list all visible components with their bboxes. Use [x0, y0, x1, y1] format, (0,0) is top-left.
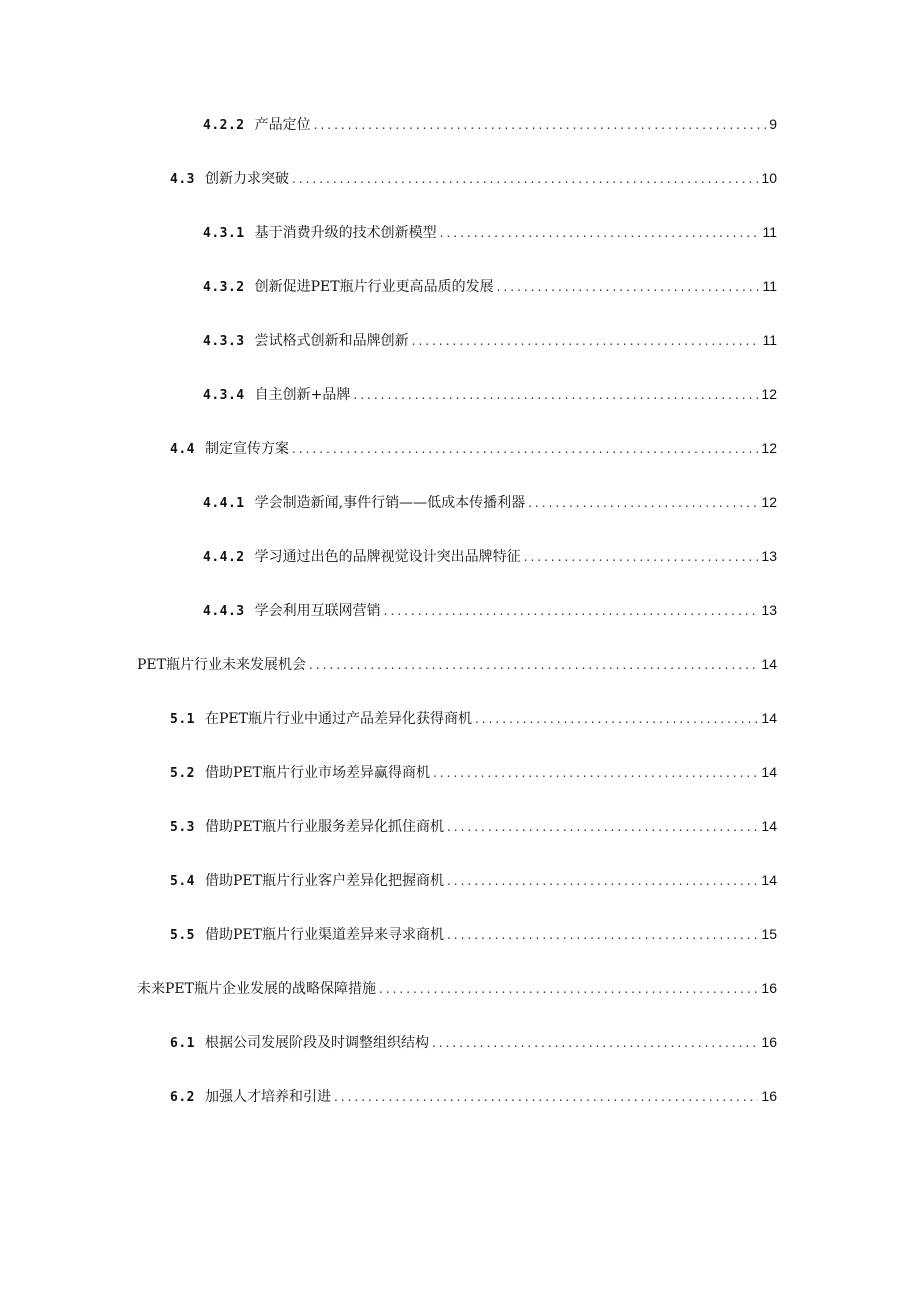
- toc-entry-5-5[interactable]: [170, 922, 777, 946]
- toc-entry-number: 5.5: [170, 928, 195, 943]
- toc-entry-4-2-2[interactable]: [203, 112, 777, 136]
- dot-leader: [524, 545, 759, 569]
- toc-entry-number: 4.3.4: [203, 388, 245, 403]
- dot-leader: [447, 869, 758, 893]
- toc-entry-number: 6.1: [170, 1036, 195, 1051]
- toc-entry-title: 制定宣传方案: [204, 441, 289, 457]
- dot-leader: [447, 815, 758, 839]
- toc-entry-title: 借助PET瓶片行业服务差异化抓住商机: [204, 819, 444, 835]
- toc-entry-number: 5.3: [170, 820, 195, 835]
- toc-entry-number: 6.2: [170, 1090, 195, 1105]
- toc-entry-number: 4.4.2: [203, 550, 245, 565]
- toc-entry-page: 14: [761, 764, 777, 780]
- toc-entry-number: 4.3: [170, 172, 195, 187]
- toc-entry-page: 11: [762, 278, 777, 294]
- toc-entry-title: 借助PET瓶片行业客户差异化把握商机: [204, 873, 444, 889]
- toc-entry-title: 未来PET瓶片企业发展的战略保障措施: [137, 981, 376, 997]
- toc-entry-title: 加强人才培养和引进: [204, 1089, 331, 1105]
- toc-entry-number: 4.3.1: [203, 226, 245, 241]
- toc-entry-title: 学习通过出色的品牌视觉设计突出品牌特征: [254, 549, 521, 565]
- toc-entry-chapter-5[interactable]: [137, 652, 777, 676]
- dot-leader: [353, 383, 758, 407]
- toc-entry-page: 12: [761, 494, 777, 510]
- toc-entry-number: 4.2.2: [203, 118, 245, 133]
- toc-entry-title: 在PET瓶片行业中通过产品差异化获得商机: [204, 711, 472, 727]
- toc-entry-number: 4.4.1: [203, 496, 245, 511]
- toc-entry-title: 根据公司发展阶段及时调整组织结构: [204, 1035, 429, 1051]
- dot-leader: [384, 599, 759, 623]
- toc-entry-page: 13: [761, 602, 777, 618]
- toc-entry-page: 14: [761, 710, 777, 726]
- toc-entry-5-1[interactable]: [170, 706, 777, 730]
- toc-entry-page: 9: [769, 116, 777, 132]
- dot-leader: [309, 653, 758, 677]
- toc-entry-number: 5.2: [170, 766, 195, 781]
- dot-leader: [440, 221, 760, 245]
- toc-entry-5-3[interactable]: [170, 814, 777, 838]
- dot-leader: [379, 977, 758, 1001]
- toc-entry-5-2[interactable]: [170, 760, 777, 784]
- dot-leader: [433, 761, 758, 785]
- toc-entry-title: 借助PET瓶片行业渠道差异来寻求商机: [204, 927, 444, 943]
- toc-entry-title: 创新促进PET瓶片行业更高品质的发展: [254, 279, 494, 295]
- toc-entry-page: 16: [761, 980, 777, 996]
- toc-entry-number: 4.3.3: [203, 334, 245, 349]
- toc-entry-4-3-1[interactable]: [203, 220, 777, 244]
- dot-leader: [314, 113, 767, 137]
- toc-entry-title: PET瓶片行业未来发展机会: [137, 657, 306, 673]
- toc-entry-6-1[interactable]: [170, 1030, 777, 1054]
- toc-entry-4-3-2[interactable]: [203, 274, 777, 298]
- toc-entry-title: 尝试格式创新和品牌创新: [254, 333, 409, 349]
- toc-entry-page: 13: [761, 548, 777, 564]
- toc-entry-page: 14: [761, 872, 777, 888]
- toc-entry-number: 5.4: [170, 874, 195, 889]
- dot-leader: [412, 329, 760, 353]
- dot-leader: [432, 1031, 758, 1055]
- toc-entry-page: 12: [761, 386, 777, 402]
- toc-entry-page: 12: [761, 440, 777, 456]
- dot-leader: [528, 491, 758, 515]
- toc-entry-title: 学会利用互联网营销: [254, 603, 381, 619]
- toc-entry-4-3-4[interactable]: [203, 382, 777, 406]
- toc-entry-page: 11: [762, 224, 777, 240]
- toc-entry-title: 自主创新+品牌: [254, 387, 351, 403]
- toc-entry-4-4-2[interactable]: [203, 544, 777, 568]
- toc-entry-number: 4.4: [170, 442, 195, 457]
- toc-entry-title: 基于消费升级的技术创新模型: [254, 225, 437, 241]
- toc-entry-number: 4.3.2: [203, 280, 245, 295]
- toc-entry-page: 16: [761, 1034, 777, 1050]
- toc-entry-title: 借助PET瓶片行业市场差异赢得商机: [204, 765, 430, 781]
- toc-entry-page: 10: [761, 170, 777, 186]
- dot-leader: [497, 275, 760, 299]
- toc-entry-page: 16: [761, 1088, 777, 1104]
- toc-entry-title: 学会制造新闻,事件行销——低成本传播利器: [254, 495, 526, 511]
- toc-entry-5-4[interactable]: [170, 868, 777, 892]
- dot-leader: [292, 167, 758, 191]
- toc-entry-6-2[interactable]: [170, 1084, 777, 1108]
- toc-entry-number: 4.4.3: [203, 604, 245, 619]
- toc-entry-4-4-1[interactable]: [203, 490, 777, 514]
- toc-entry-4-3[interactable]: [170, 166, 777, 190]
- toc-entry-title: 创新力求突破: [204, 171, 289, 187]
- toc-entry-page: 14: [761, 818, 777, 834]
- toc-entry-4-4[interactable]: [170, 436, 777, 460]
- toc-entry-4-4-3[interactable]: [203, 598, 777, 622]
- toc-entry-page: 14: [761, 656, 777, 672]
- dot-leader: [475, 707, 758, 731]
- toc-entry-title: 产品定位: [254, 117, 311, 133]
- dot-leader: [292, 437, 758, 461]
- dot-leader: [334, 1085, 758, 1109]
- toc-entry-number: 5.1: [170, 712, 195, 727]
- toc-entry-page: 15: [761, 926, 777, 942]
- dot-leader: [447, 923, 758, 947]
- toc-entry-chapter-6[interactable]: [137, 976, 777, 1000]
- toc-entry-page: 11: [762, 332, 777, 348]
- toc-entry-4-3-3[interactable]: [203, 328, 777, 352]
